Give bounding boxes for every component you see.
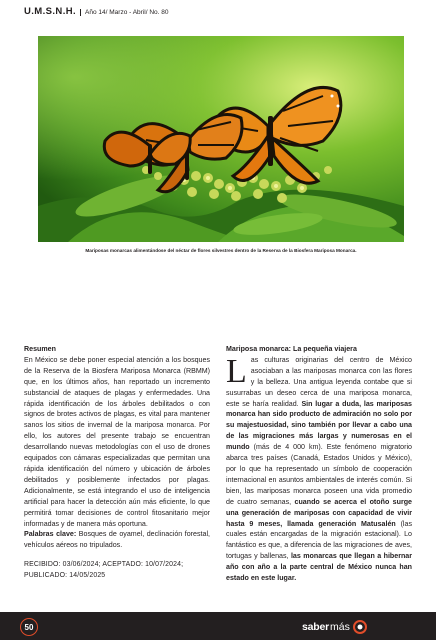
photo-caption: Mariposas monarcas alimentándose del néctar de flores silvestres dentro de la Reserva de la Biosfera Mariposa Monarca.: [85, 248, 357, 253]
publication-dates: [24, 560, 210, 582]
butterfly-illustration: [38, 36, 404, 242]
article-bold-1: Sin lugar a duda, las mariposas monarca han sido producto de admiración no solo por su majestuosidad, sino también por llevar a cabo una de las migraciones más largas y numerosas en el mundo: [226, 399, 412, 452]
logo-mark-icon: [352, 619, 368, 635]
article-bold-3: las monarcas que llegan a hibernar año con año a la parte central de México nunca han estado en este lugar.: [226, 552, 412, 583]
journal-brand: U.M.S.N.H.: [24, 6, 77, 17]
drop-cap: L: [226, 352, 247, 390]
magazine-logo: [302, 619, 368, 635]
running-header: [24, 6, 169, 20]
article-bold-2: cuando se acerca el otoño surge una generación de mariposas con capacidad de vivir hasta 9 meses, llamada generación Matusalén: [226, 497, 412, 528]
keywords-text: Bosques de oyamel, declinación forestal, vehículos aéreos no tripulados.: [24, 530, 210, 550]
article-column: [226, 344, 412, 584]
logo-text: saber: [302, 621, 330, 633]
abstract-heading: Resumen: [24, 345, 56, 353]
logo-text-mas: más: [330, 621, 350, 633]
page-footer: [0, 612, 436, 640]
page-number: 50: [20, 618, 38, 636]
keywords-label: Palabras clave:: [24, 530, 77, 539]
published-date: PUBLICADO: 14/05/2025: [24, 572, 106, 580]
keywords: [24, 529, 210, 551]
abstract-body: En México se debe poner especial atención a los bosques de la Reserva de la Biosfera Mariposa Monarca (RBMM) que, en los últimos años, han reportado un incremento substancial de ataques de plagas y enfermedades. Una rápida identificación de los árboles debilitados o con signos de brotes activos de plagas, es vital para mantener sanos los sitios de invernal de la mariposa monarca. Por ello, los autores del presente trabajo se encuentran desarrollando nuevas metodologías con el uso de drones equipados con cámaras especializadas que permitan una rápida identificación del número y ubicación de árboles debilitados y posiblemente infectados por plagas. Adicionalmente, se está integrando el uso de inteligencia artificial para hacer la detección aún más eficiente, lo que permitirá tomar decisiones de control fitosanitario mejor informadas y de manera más oportuna.: [24, 355, 210, 528]
article-heading: Mariposa monarca: La pequeña viajera: [226, 345, 357, 353]
article-text-2: (más de 4 000 km). Este fenómeno migratorio abarca tres países (Canadá, Estados Unidos y México), por lo que ha representado un símbolo de cooperación internacional en asuntos ambientales de interés común. Si bien, las mariposas monarca poseen una vida promedio de cuatro semanas,: [226, 443, 412, 506]
received-accepted-dates: RECIBIDO: 03/06/2024; ACEPTADO: 10/07/2024;: [24, 561, 184, 569]
monarch-butterflies-photo: [38, 36, 404, 242]
abstract-column: [24, 344, 210, 582]
article-body: [226, 352, 412, 584]
article-text-1: as culturas originarias del centro de México asociaban a las mariposas monarca con las flores y la belleza. Una antigua leyenda contabe que si susurrabas un deseo cerca de una mariposa monarca, este se haría realidad.: [226, 355, 412, 408]
article-text-3: (las cuales están encargadas de la migración estacional). Lo fantástico es que, a diferencia de las migraciones de aves, tortugas y ballenas,: [226, 519, 412, 561]
issue-info: Año 14/ Marzo - Abril/ No. 80: [80, 9, 168, 16]
